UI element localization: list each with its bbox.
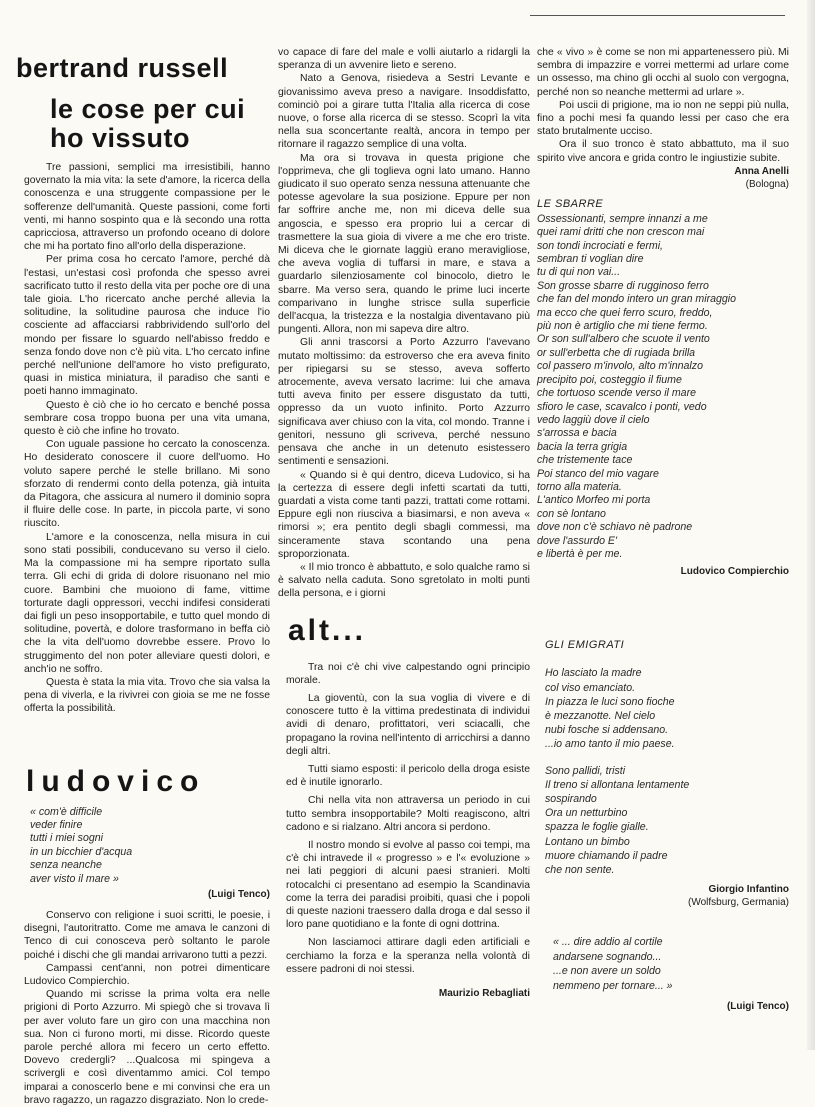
poem-line: « com'è difficile <box>30 805 103 818</box>
poem-line: torno alla materia. <box>537 480 622 493</box>
poem-line: nubi fosche si addensano. <box>545 724 669 737</box>
poem-line: più non è artiglio che mi tiene fermo. <box>537 320 708 333</box>
poem-line: ...e non avere un soldo <box>553 965 661 978</box>
paragraph: vo capace di fare del male e volli aiutarlo a ridargli la speranza di un avvenire lieto e sereno. <box>278 47 530 72</box>
ludovico-body-col2 <box>278 46 530 601</box>
emigrati-author: Giorgio Infantino <box>708 884 789 896</box>
poem-line: che tortuoso scende verso il mare <box>537 387 696 400</box>
poem-line: andarsene sognando... <box>553 950 662 963</box>
poem-line: Sono pallidi, tristi <box>545 764 626 777</box>
tenco-quote <box>553 935 789 993</box>
poem-line: sembran ti voglian dire <box>537 253 644 266</box>
poem-line: L'antico Morfeo mi porta <box>537 494 651 507</box>
tenco-quote-author: (Luigi Tenco) <box>726 1000 789 1012</box>
paragraph: Chi nella vita non attraversa un periodo in cui tutto sembra insopportabile? Molti reagiscono, altri cadono e si rialzano. Altri ancora si perdono. <box>286 795 530 833</box>
page-edge <box>807 0 815 1050</box>
alt-body <box>286 661 530 981</box>
poem-line: Ossessionanti, sempre innanzi a me <box>537 212 708 225</box>
sbarre-author: Ludovico Compierchio <box>680 566 789 578</box>
ludovico-article-author-city: (Bologna) <box>745 178 789 190</box>
russell-author-heading: bertrand russell <box>16 53 229 83</box>
column-1 <box>16 54 270 1107</box>
ludovico-body-col1 <box>24 909 270 1107</box>
poem-line: col passero m'involo, alto m'innalzo <box>537 360 703 373</box>
alt-title: alt... <box>288 613 367 647</box>
emigrati-stanza1 <box>545 666 789 751</box>
ludovico-epigraph-author: (Luigi Tenco) <box>207 888 270 900</box>
poem-line: con sè lontano <box>537 507 606 520</box>
paragraph: Non lasciamoci attirare dagli eden artificiali e cerchiamo la forza e la speranza nella volontà di essere padroni di noi stessi. <box>286 937 530 975</box>
poem-line: spazza le foglie gialle. <box>545 821 649 834</box>
poem-line: dove l'assurdo E' <box>537 534 618 547</box>
emigrati-title: GLI EMIGRATI <box>545 639 625 652</box>
sbarre-title: LE SBARRE <box>537 197 604 210</box>
russell-title-line1: le cose per cui <box>50 94 246 124</box>
paragraph: Questa è stata la mia vita. Trovo che sia valsa la pena di viverla, e la rivivrei con gioia se me ne fosse offerta la possibilità. <box>24 676 270 715</box>
paragraph: Quando mi scrisse la prima volta era nelle prigioni di Porto Azzurro. Mi spiegò che si trovava lì per aver voluto fare un giro con una macchina non sua. Non ci furono morti, mi disse. Ricordo queste parole perché allora mi fecero un certo effetto. Dovevo credergli? ...Qualcosa mi spingeva a scrivergli e così diventammo amici. Col tempo imparai a conoscerlo bene e mi convinsi che era un bravo ragazzo, un ragazzo disgraziato. Non lo crede- <box>24 989 270 1106</box>
poem-line: muore chiamando il padre <box>545 849 668 862</box>
paragraph: Campassi cent'anni, non potrei dimenticare Ludovico Compierchio. <box>24 962 270 987</box>
poem-line: Poi stanco del mio vagare <box>537 467 659 480</box>
poem-line: che fan del mondo intero un gran miraggio <box>537 293 737 306</box>
paragraph: L'amore e la conoscenza, nella misura in cui sono stati possibili, conducevano su verso il cielo. Ma la compassione mi ha sempre riportato sulla terra. Gli echi di grida di dolore risuonano nel mio cuore. Bambini che muoiono di fame, vittime torturate dagli oppressori, vecchi indifesi considerati dai figli un peso insopportabile, e tutto quel mondo di solitudine, povertà, e dolore trasformano in beffa ciò che la vita dell'uomo dovrebbe essere. Provo lo struggimento del non poter alleviare questi dolori, e anch'io ne soffro. <box>24 531 270 675</box>
paragraph: La gioventù, con la sua voglia di vivere e di conoscere tutto è la vittima predestinata di individui avidi di denaro, profittatori, veri sciacalli, che propagano la rovina nell'intento di arricchirsi a danno degli altri. <box>286 692 530 757</box>
poem-line: nemmeno per tornare... » <box>553 980 673 993</box>
poem-line: che non sente. <box>545 864 615 877</box>
poem-line: tutti i miei sogni <box>30 832 104 845</box>
poem-line: che tristemente tace <box>537 454 633 467</box>
poem-line: Son grosse sbarre di rugginoso ferro <box>537 279 709 292</box>
poem-line: son tondi incrociati e fermi, <box>537 239 664 252</box>
emigrati-author-city: (Wolfsburg, Germania) <box>688 897 789 909</box>
paragraph: Gli anni trascorsi a Porto Azzurro l'avevano mutato moltissimo: da estroverso che era aveva finito per ripiegarsi su se stesso, aveva sofferto atrocemente, aveva versato lacrime: lui che amava tutti aveva finito per essere disgustato da tutti, oppresso da un vuoto infinito. Porto Azzurro significava aver chiuso con la vita, col mondo. Tranne i genitori, nessuno gli scriveva, perché nessuno pensava che anche in un detenuto esistessero sentimenti e sensazioni. <box>278 337 530 468</box>
poem-line: bacia la terra grigia <box>537 440 628 453</box>
poem-line: dove non c'è schiavo nè padrone <box>537 521 693 534</box>
poem-line: è mezzanotte. Nel cielo <box>545 710 656 722</box>
poem-line: aver visto il mare » <box>30 872 119 885</box>
poem-line: Ho lasciato la madre <box>545 667 642 680</box>
paragraph: Ma ora si trovava in questa prigione che l'opprimeva, che gli toglieva ogni lato umano. Hanno giudicato il suo operato senza nessuna attenuante che potesse agevolare la sua posizione. Eppure per non far soffrire anche me, non mi diceva delle sua angoscia, e spesso era proprio lui a cercar di trasmettere la sua gioia di vivere a me che ero triste. Mi diceva che le giornate laggiù erano meravigliose, che aveva voglia di tuffarsi in mare, e stava a guardarlo silenziosamente col binocolo, dietro le sbarre. Ma verso sera, quando le prime luci incerte comparivano in lunghe strisce sulla superficie dell'acqua, la tristezza e la nostalgia diventavano più pungenti. Allora, non mi sapeva dire altro. <box>278 152 530 336</box>
paragraph: Nato a Genova, risiedeva a Sestri Levante e giovanissimo aveva preso a navigare. Insoddisfatto, cominciò poi a girare tutta l'Italia alla ricerca di cose nuove, o forse alla ricerca di se stesso. Scoprì la vita nella sua sconcertante realtà, ancora in tempo per ritornare il ragazzo semplice di una volta. <box>278 73 530 151</box>
poem-line: sfioro le case, scavalco i ponti, vedo <box>537 400 707 413</box>
poem-line: veder finire <box>30 818 83 831</box>
poem-line: senza neanche <box>30 859 102 872</box>
poem-line: Lontano un bimbo <box>545 835 630 848</box>
top-rule <box>530 15 785 16</box>
poem-line: or sull'erbetta che di rugiada brilla <box>537 346 696 359</box>
poem-line: s'arrossa e bacia <box>537 427 617 440</box>
ludovico-epigraph <box>30 806 270 886</box>
poem-line: ...io amo tanto il mio paese. <box>545 738 675 751</box>
russell-title-line2: ho vissuto <box>50 123 191 153</box>
alt-author: Maurizio Rebagliati <box>438 988 530 999</box>
paragraph: Tra noi c'è chi vive calpestando ogni principio morale. <box>286 661 530 686</box>
poem-line: ma ecco che quei ferro scuro, freddo, <box>537 306 713 319</box>
poem-line: col viso emanciato. <box>545 681 636 694</box>
paragraph: Ora il suo tronco è stato abbattuto, ma il suo spirito vive ancora e grida contro le ingiustizie subite. <box>537 139 789 164</box>
paragraph: « Quando si è qui dentro, diceva Ludovico, si ha la certezza di essere degli infetti scartati da tutti, guardati a vista come tanti pazzi, trattati come rottami. Eppure egli non riusciva a biasimarsi, e non aveva « rimorsi »; era pentito degli sbagli commessi, ma sinceramente stava scontando una pena sproporzionata. <box>278 469 530 560</box>
poem-line: quei rami dritti che non crescon mai <box>537 226 705 239</box>
ludovico-body-col3 <box>537 46 789 165</box>
russell-body <box>24 161 270 716</box>
paragraph: Con uguale passione ho cercato la conoscenza. Ho desiderato conoscere il cuore dell'uomo. Ho voluto sapere perché le stelle brillano. Mi sono sforzato di rendermi conto della potenza, già intuita da Pitagora, che assicura al numero il dominio sopra il fluire delle cose. In parte, in piccola parte, vi sono riuscito. <box>24 439 270 530</box>
poem-line: Or son sull'albero che scuote il vento <box>537 333 710 346</box>
column-2 <box>278 46 530 1000</box>
poem-line: precipito poi, costeggio il fiume <box>537 373 682 386</box>
paragraph: Il nostro mondo si evolve al passo coi tempi, ma c'è chi intravede il « progresso » e l'« evoluzione » nei lati peggiori di alcuni paesi stranieri. Molti rotocalchi ci presentano ad esempio la Scandinavia come la terra dei paradisi proibiti, quasi che i popoli di queste nazioni traessero dalla droga e dal sesso il loro pane quotidiano e la fonte di ogni dottrina. <box>286 839 530 931</box>
poem-line: Ora un netturbino <box>545 807 628 820</box>
paragraph: Conservo con religione i suoi scritti, le poesie, i disegni, l'autoritratto. Come me amava le canzoni di Tenco di cui conosceva però soltanto le parole poiché i dischi che gli mandai arrivarono tutti a pezzi. <box>24 909 270 961</box>
ludovico-title: ludovico <box>26 764 206 798</box>
sbarre-poem <box>537 213 789 562</box>
poem-line: tu di qui non vai... <box>537 266 621 279</box>
poem-line: in un bicchier d'acqua <box>30 845 133 858</box>
paragraph: Poi uscii di prigione, ma io non ne seppi più nulla, fino a pochi mesi fa quando lessi per caso che era stato brutalmente ucciso. <box>537 99 789 138</box>
poem-line: e libertà è per me. <box>537 547 623 560</box>
paragraph: Tre passioni, semplici ma irresistibili, hanno governato la mia vita: la sete d'amore, la ricerca della conoscenza e una struggente compassione per le sofferenze dell'umanità. Queste passioni, come forti venti, mi hanno sospinto qua e là secondo una rotta capricciosa, attraverso un profondo oceano di dolore che mi ha portato fino all'orlo della disperazione. <box>24 162 270 253</box>
poem-line: In piazza le luci sono fioche <box>545 695 675 708</box>
poem-line: « ... dire addio al cortile <box>553 936 663 949</box>
poem-line: vedo laggiù dove il cielo <box>537 413 650 426</box>
poem-line: Il treno si allontana lentamente <box>545 778 690 791</box>
emigrati-stanza2 <box>545 764 789 878</box>
column-3 <box>537 46 789 1013</box>
ludovico-article-author: Anna Anelli <box>734 165 789 177</box>
paragraph: Tutti siamo esposti: il pericolo della droga esiste ed è inutile ignorarlo. <box>286 763 530 789</box>
paragraph: Questo è ciò che io ho cercato e benché possa sembrare cosa troppo buona per una vita umana, questo è ciò che infine ho trovato. <box>24 399 270 438</box>
paragraph: Per prima cosa ho cercato l'amore, perché dà l'estasi, un'estasi così profonda che spesso avrei sacrificato tutto il resto della vita per poche ore di una tale gioia. L'ho ricercato anche perché allevia la solitudine, la solitudine paurosa che induce l'io cosciente ad affacciarsi rabbrividendo sull'orlo del mondo per fissare lo sguardo nell'abisso freddo e senza fondo dove non c'è più vita. L'ho cercato infine perché nell'unione dell'amore ho visto prefigurato, quasi in mistica miniatura, il paradiso che santi e poeti hanno immaginato. <box>24 254 270 398</box>
paragraph: che « vivo » è come se non mi appartenessero più. Mi sembra di impazzire e vorrei mettermi ad urlare come un ossesso, ma chino gli occhi al suolo con vergogna, perché non so neanche mettermi ad urlare ». <box>537 47 789 98</box>
poem-line: sospirando <box>545 793 597 806</box>
paragraph: « Il mio tronco è abbattuto, e solo qualche ramo si è salvato nella caduta. Sono sgretolato in molti punti della persona, e i giorni <box>278 561 530 600</box>
